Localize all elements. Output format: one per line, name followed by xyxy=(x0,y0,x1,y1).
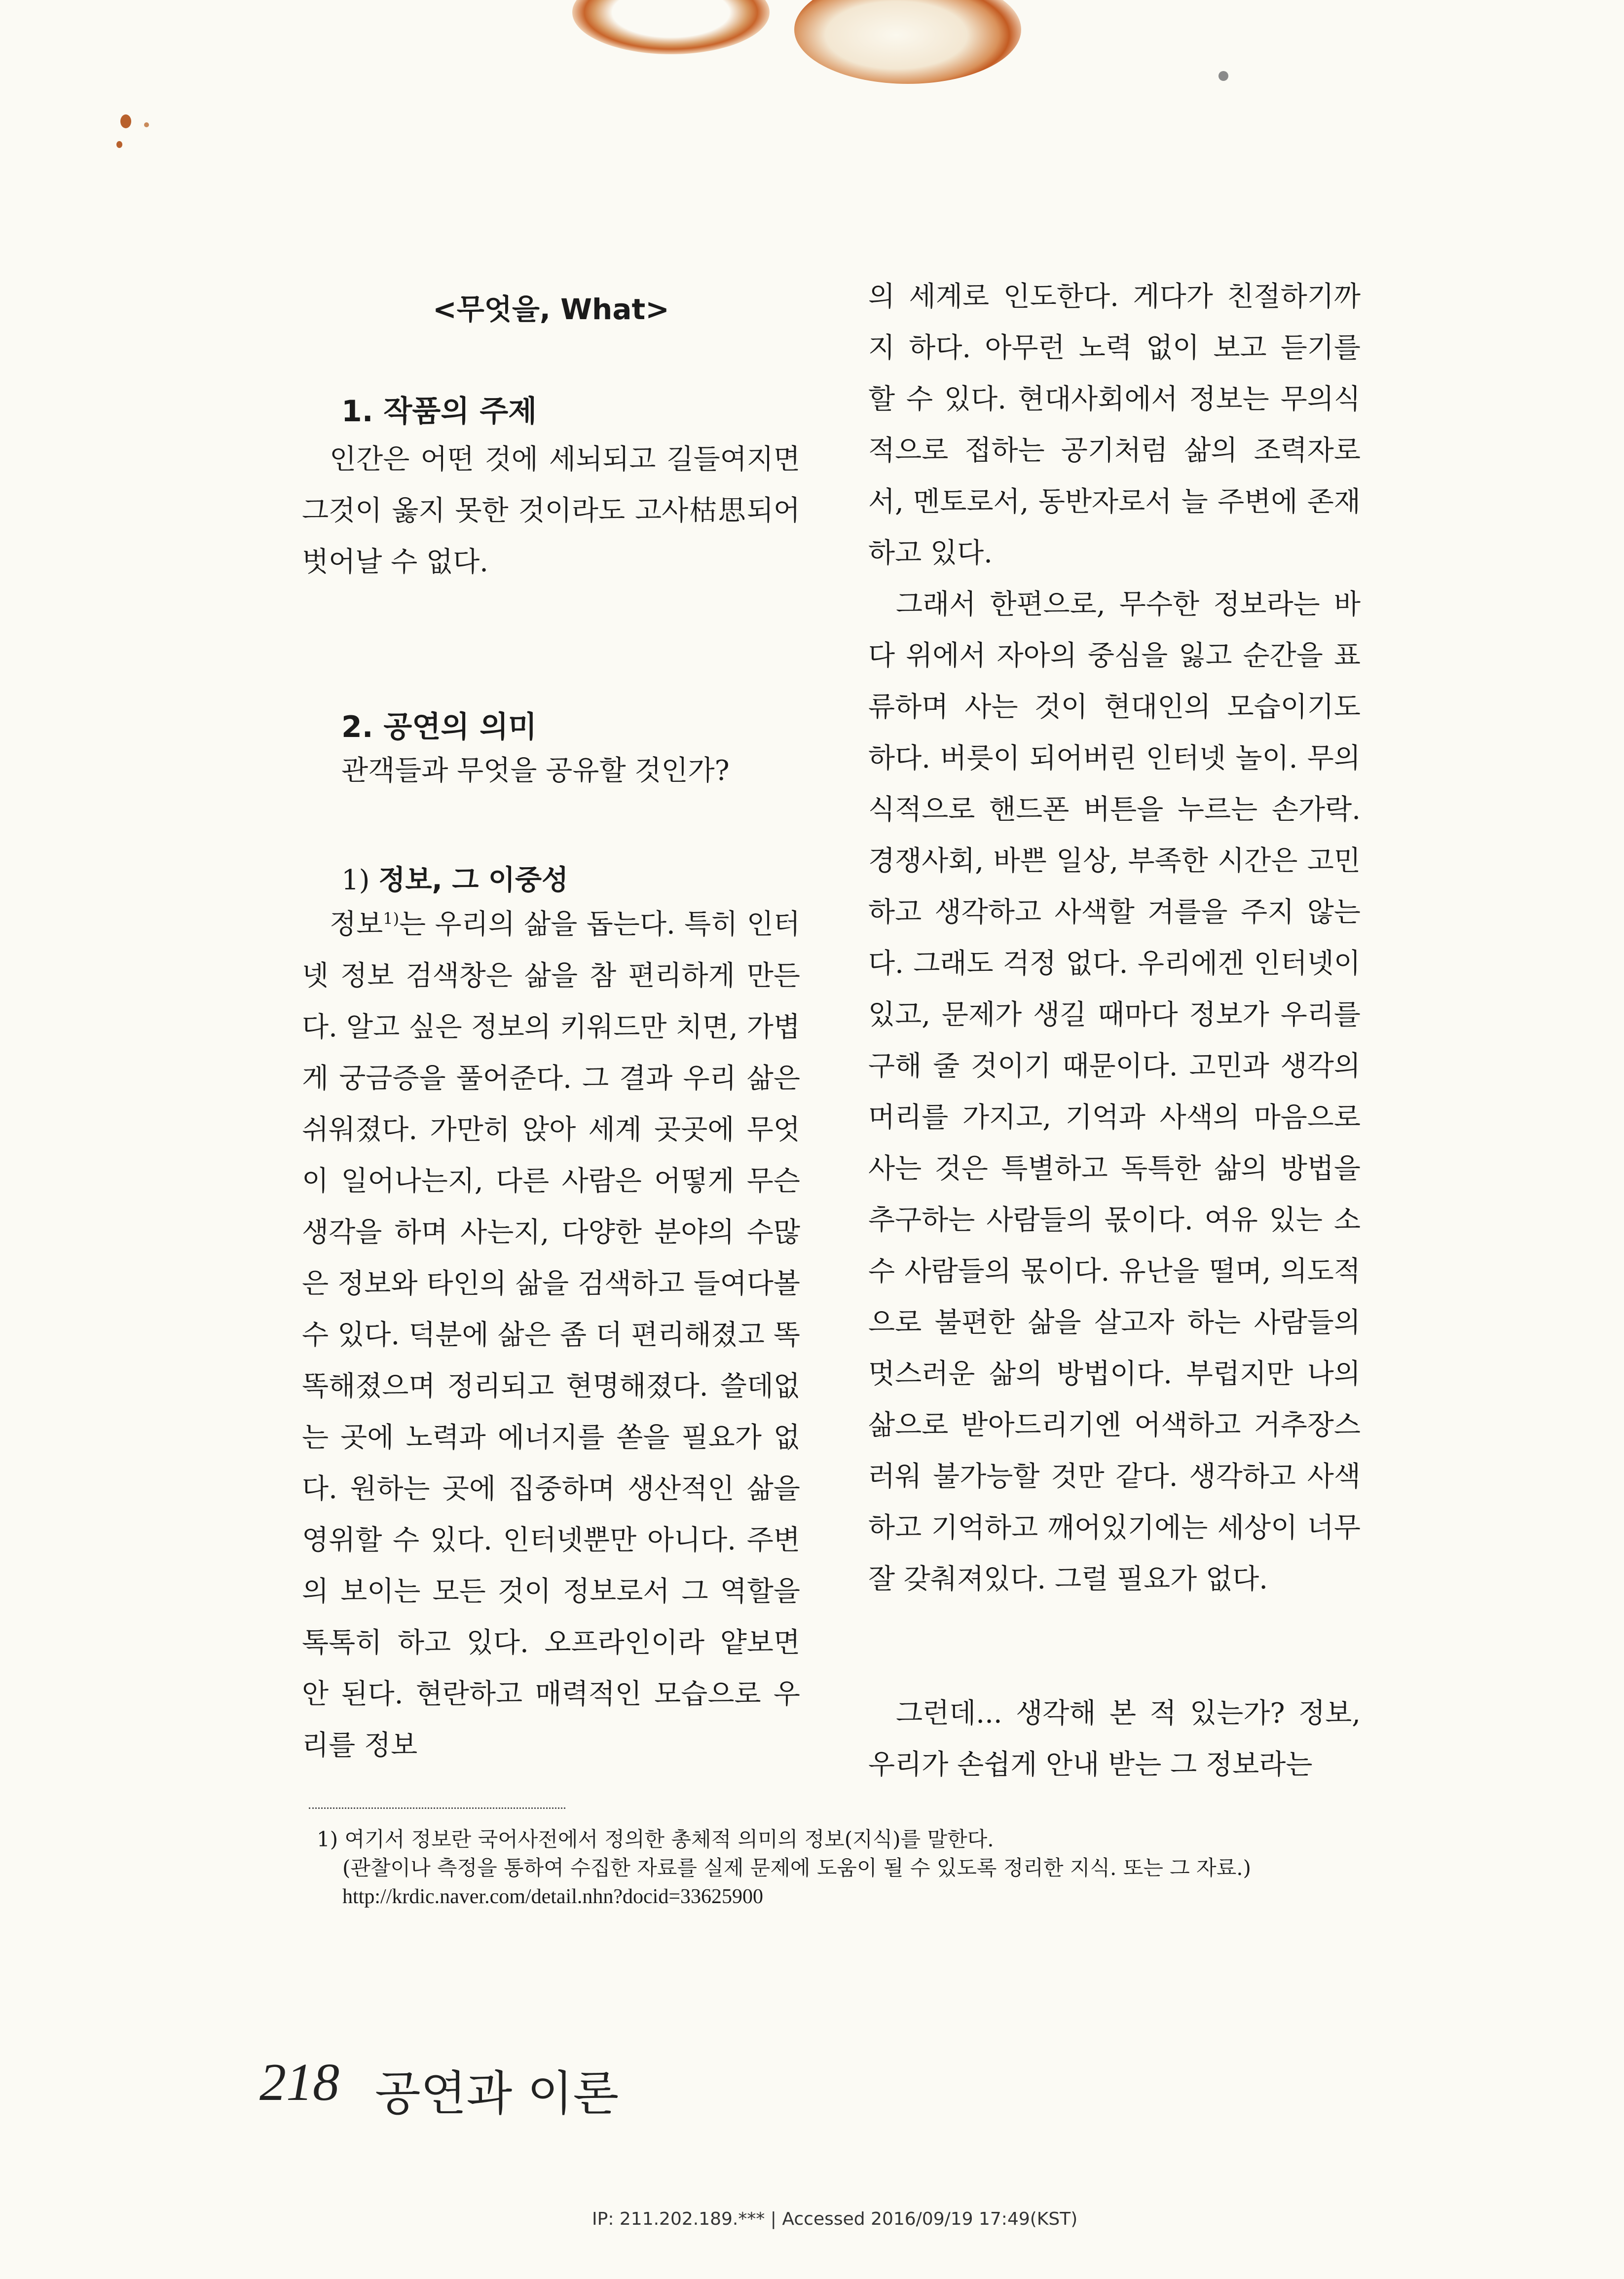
page-number: 218 xyxy=(259,2053,339,2112)
scan-stain-right xyxy=(794,0,1021,84)
subheading-text: 정보, 그 이중성 xyxy=(378,864,569,896)
scan-spot xyxy=(144,122,149,127)
theme-paragraph: 인간은 어떤 것에 세뇌되고 길들여지면 그것이 옳지 못한 것이라도 고사枯思되어 벗어날 수 없다. xyxy=(302,443,800,578)
footnote-url[interactable]: http://krdic.naver.com/detail.nhn?docid=33625900 xyxy=(342,1885,764,1908)
footnote-line-2: (관찰이나 측정을 통하여 수집한 자료를 실제 문제에 도움이 될 수 있도록 정리한 지식. 또는 그 자료.) xyxy=(342,1856,1252,1880)
right-paragraph-1: 의 세계로 인도한다. 게다가 친절하기까지 하다. 아무런 노력 없이 보고 듣기를 할 수 있다. 현대사회에서 정보는 무의식적으로 접하는 공기처럼 삶의 조력자로서, 멘토로서, 동반자로서 늘 주변에 존재하고 있다. xyxy=(868,281,1361,569)
subheading-number: 1) xyxy=(341,864,370,896)
right-paragraph-3: 그런데... 생각해 본 적 있는가? 정보, 우리가 손쉽게 안내 받는 그 정보라는 xyxy=(868,1697,1361,1781)
subheading-information xyxy=(341,858,568,898)
left-body-paragraph xyxy=(302,893,800,1771)
section-title: <무엇을, What> xyxy=(433,293,669,326)
right-paragraph-2: 그래서 한편으로, 무수한 정보라는 바다 위에서 자아의 중심을 잃고 순간을 표류하며 사는 것이 현대인의 모습이기도 하다. 버릇이 되어버린 인터넷 놀이. 무의식적으로 핸드폰 버튼을 누르는 손가락. 경쟁사회, 바쁜 일상, 부족한 시간은 고민하고 생각하고 사색할 겨를을 주지 않는다. 그래도 걱정 없다. 우리에겐 인터넷이 있고, 문제가 생길 때마다 정보가 우리를 구해 줄 것이기 때문이다. 고민과 생각의 머리를 가지고, 기억과 사색의 마음으로 사는 것은 특별하고 독특한 삶의 방법을 추구하는 사람들의 몫이다. 여유 있는 소수 사람들의 몫이다. 유난을 떨며, 의도적으로 불편한 삶을 살고자 하는 사람들의 멋스러운 삶의 방법이다. 부럽지만 나의 삶으로 받아드리기엔 어색하고 거추장스러워 불가능할 것만 같다. 생각하고 사색하고 기억하고 깨어있기에는 세상이 너무 잘 갖춰져있다. 그럴 필요가 없다. xyxy=(868,588,1361,1595)
access-info: IP: 211.202.189.*** | Accessed 2016/09/19 17:49(KST) xyxy=(592,2209,1078,2229)
footnote-divider xyxy=(309,1807,565,1809)
footnote xyxy=(317,1825,1377,1911)
heading-work-theme: 1. 작품의 주제 xyxy=(341,394,537,429)
footnote-number: 1) xyxy=(317,1827,338,1851)
scan-stain-left xyxy=(572,0,770,54)
scan-spot xyxy=(120,114,131,128)
footnote-text: 여기서 정보란 국어사전에서 정의한 총체적 의미의 정보(지식)를 말한다. xyxy=(344,1827,994,1851)
heading-subtitle: 관객들과 무엇을 공유할 것인가? xyxy=(341,755,730,787)
footnote-reference[interactable]: 1) xyxy=(383,909,400,928)
scan-spot xyxy=(116,141,122,148)
paragraph-lead-word: 정보 xyxy=(330,908,383,941)
paragraph-body: 는 우리의 삶을 돕는다. 특히 인터넷 정보 검색창은 삶을 참 편리하게 만든다. 알고 싶은 정보의 키워드만 치면, 가볍게 궁금증을 풀어준다. 그 결과 우리 삶은 쉬워졌다. 가만히 앉아 세계 곳곳에 무엇이 일어나는지, 다른 사람은 어떻게 무슨 생각을 하며 사는지, 다양한 분야의 수많은 정보와 타인의 삶을 검색하고 들여다볼 수 있다. 덕분에 삶은 좀 더 편리해졌고 똑똑해졌으며 정리되고 현명해졌다. 쓸데없는 곳에 노력과 에너지를 쏟을 필요가 없다. 원하는 곳에 집중하며 생산적인 삶을 영위할 수 있다. 인터넷뿐만 아니다. 주변의 보이는 모든 것이 정보로서 그 역할을 톡톡히 하고 있다. 오프라인이라 얕보면 안 된다. 현란하고 매력적인 모습으로 우리를 정보 xyxy=(302,908,800,1762)
footnote-line-1 xyxy=(317,1825,1377,1854)
heading-performance-meaning: 2. 공연의 의미 xyxy=(341,710,537,744)
scan-spot xyxy=(1218,71,1228,81)
journal-name: 공연과 이론 xyxy=(375,2066,619,2121)
